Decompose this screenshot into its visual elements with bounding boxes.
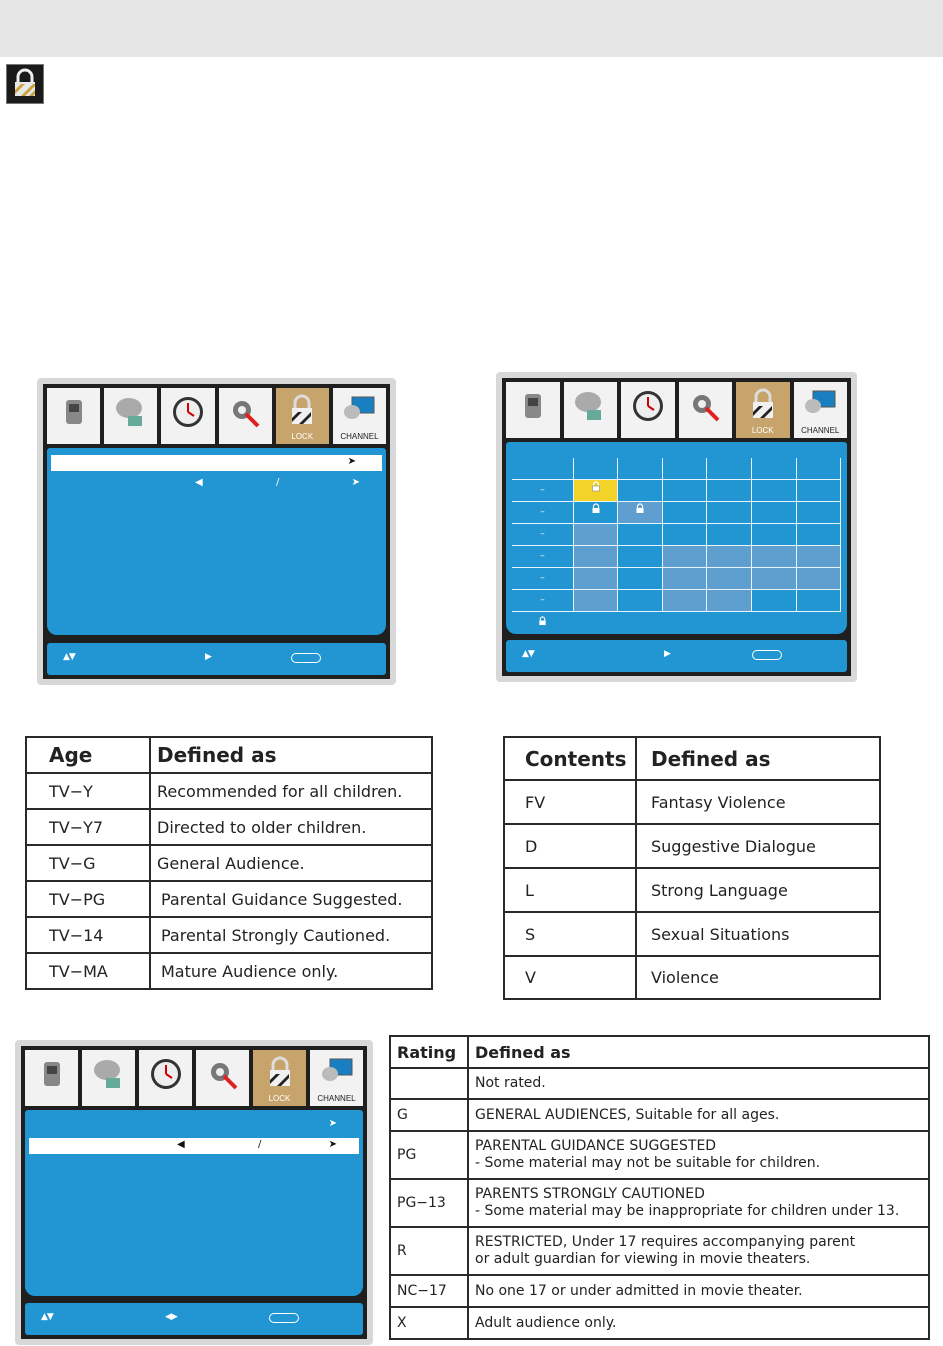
table-row: FV Fantasy Violence [504,780,880,824]
lock-icon [591,481,601,492]
table-row: G GENERAL AUDIENCES, Suitable for all ages. [390,1099,929,1131]
mpaa-rating-table [389,1035,930,1340]
lock-icon [7,65,43,103]
lock-menu-screen-1 [37,378,396,685]
table-row: NC−17 No one 17 or under admitted in movie theater. [390,1275,929,1307]
setup-menu-icon[interactable] [196,1050,249,1106]
grid-row[interactable]: – [512,568,841,590]
up-down-icon: ▲▼ [41,1312,53,1322]
table-row: TV−Y Recommended for all children. [26,773,432,809]
arrow-right-icon: ➤ [328,1139,337,1150]
lock-icon [635,503,645,514]
grid-header-row [512,458,841,480]
table-row: L Strong Language [504,868,880,912]
enter-icon: ▶ [664,649,670,659]
grid-row[interactable]: – [512,502,841,524]
lock-menu-icon[interactable]: LOCK [253,1050,306,1106]
lock-menu-icon[interactable]: LOCK [276,388,329,444]
grid-row[interactable]: – [512,546,841,568]
grid-cell-selected[interactable] [574,480,619,501]
enter-icon: ▶ [205,652,211,662]
rating-grid [512,458,841,630]
up-down-icon: ▲▼ [63,652,75,662]
slash-separator: / [276,477,280,488]
up-down-icon: ▲▼ [522,649,534,659]
osd-footer [47,643,386,675]
time-menu-icon[interactable] [621,382,675,438]
table-row: TV−14 Parental Strongly Cautioned. [26,917,432,953]
table-row: PG PARENTAL GUIDANCE SUGGESTED - Some material may not be suitable for children. [390,1131,929,1179]
grid-row[interactable]: – [512,590,841,612]
grid-row[interactable]: – [512,524,841,546]
osd-footer [506,640,847,672]
osd-footer [25,1303,363,1335]
table-header-row: Age Defined as [26,737,432,773]
arrow-right-icon[interactable]: ➤ [328,1118,337,1129]
picture-menu-icon[interactable] [506,382,560,438]
tv-age-rating-table [25,736,433,990]
exit-key-icon [752,650,782,660]
arrow-left-icon[interactable]: ◀ [195,477,203,488]
picture-menu-icon[interactable] [25,1050,78,1106]
lock-icon [591,503,601,514]
arrow-right-icon[interactable]: ➤ [351,477,360,488]
table-row: Not rated. [390,1068,929,1099]
selected-option-row[interactable] [51,455,382,471]
menu-icon-bar [47,388,386,444]
content-descriptor-table [503,736,881,1000]
channel-menu-icon[interactable]: CHANNEL [310,1050,363,1106]
lock-menu-screen-2 [15,1040,373,1345]
exit-key-icon [291,653,321,663]
table-row: TV−PG Parental Guidance Suggested. [26,881,432,917]
lock-section-badge [6,64,44,104]
table-row: TV−G General Audience. [26,845,432,881]
channel-menu-icon[interactable]: CHANNEL [794,382,848,438]
channel-menu-icon[interactable]: CHANNEL [333,388,386,444]
audio-menu-icon[interactable] [104,388,157,444]
time-menu-icon[interactable] [161,388,214,444]
arrow-left-icon: ◀ [177,1139,185,1150]
table-header-row: Rating Defined as [390,1036,929,1068]
lock-menu-icon[interactable]: LOCK [736,382,790,438]
grid-row[interactable]: – [512,480,841,502]
selected-option-row[interactable] [29,1138,359,1154]
table-row: PG−13 PARENTS STRONGLY CAUTIONED - Some material may be inappropriate for children under 13. [390,1179,929,1227]
lock-legend-icon [538,616,547,626]
lock-options-panel [47,448,386,635]
setup-menu-icon[interactable] [219,388,272,444]
slash-separator: / [258,1139,262,1150]
page-header-bar [0,0,943,57]
left-right-icon: ◀▶ [165,1312,177,1322]
rating-grid-panel [506,442,847,634]
table-row: S Sexual Situations [504,912,880,956]
table-row: V Violence [504,956,880,999]
table-header-row: Contents Defined as [504,737,880,780]
picture-menu-icon[interactable] [47,388,100,444]
audio-menu-icon[interactable] [82,1050,135,1106]
menu-icon-bar [506,382,847,438]
menu-icon-bar [25,1050,363,1106]
table-row: X Adult audience only. [390,1307,929,1339]
table-row: R RESTRICTED, Under 17 requires accompanying parent or adult guardian for viewing in movie theaters. [390,1227,929,1275]
table-row: D Suggestive Dialogue [504,824,880,868]
arrow-right-icon: ➤ [347,456,356,467]
audio-menu-icon[interactable] [564,382,618,438]
exit-key-icon [269,1313,299,1323]
time-menu-icon[interactable] [139,1050,192,1106]
lock-options-panel [25,1110,363,1296]
table-row: TV−Y7 Directed to older children. [26,809,432,845]
table-row: TV−MA Mature Audience only. [26,953,432,989]
setup-menu-icon[interactable] [679,382,733,438]
rating-grid-screen [496,372,857,682]
